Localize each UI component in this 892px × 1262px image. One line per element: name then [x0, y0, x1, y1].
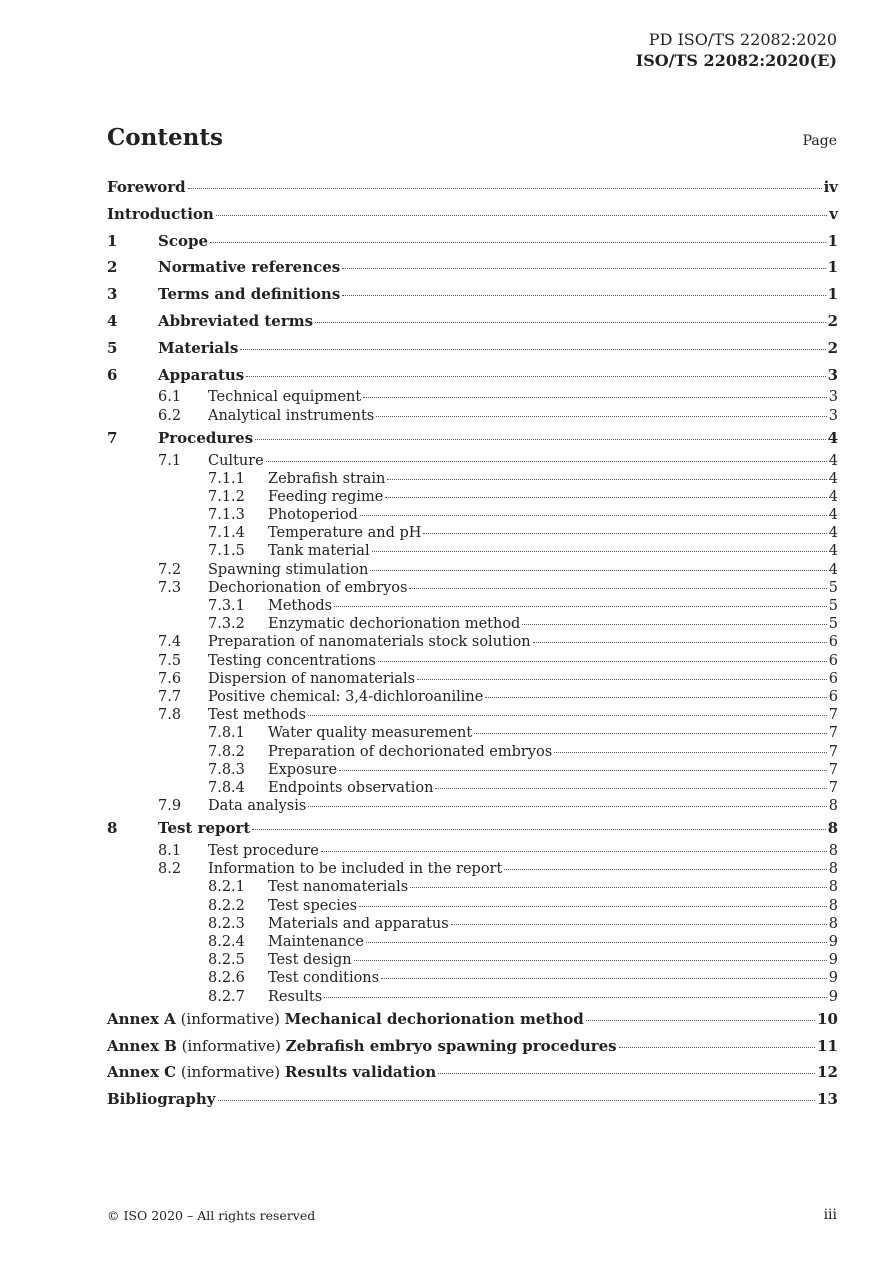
toc-entry[interactable]	[107, 407, 838, 425]
toc-entry-title: Technical equipment	[208, 389, 362, 406]
toc-entry[interactable]	[107, 388, 838, 406]
dot-leader	[485, 697, 826, 698]
toc-entry[interactable]	[107, 761, 838, 779]
toc-entry-number: 7.1.5	[208, 543, 245, 560]
toc-entry-title: Dechorionation of embryos	[208, 579, 408, 596]
toc-entry-title: Test conditions	[268, 970, 380, 987]
toc-entry-page: 6	[828, 634, 838, 651]
toc-entry-number: 7.7	[158, 688, 182, 705]
toc-entry[interactable]	[107, 1086, 838, 1113]
toc-entry-title: Methods	[268, 598, 333, 615]
toc-entry[interactable]	[107, 362, 838, 389]
toc-entry[interactable]	[107, 615, 838, 633]
dot-leader	[360, 515, 827, 516]
toc-entry-title: Preparation of nanomaterials stock solution	[208, 634, 531, 651]
dot-leader	[410, 887, 827, 888]
toc-entry-page: 5	[828, 579, 838, 596]
toc-entry-number: 7.8.2	[208, 743, 245, 760]
toc-entry-title: Dispersion of nanomaterials	[208, 670, 416, 687]
toc-entry-page: 1	[827, 231, 838, 250]
dot-leader	[266, 461, 827, 462]
toc-entry-page: 6	[828, 652, 838, 669]
dot-leader	[315, 322, 825, 323]
toc-entry[interactable]	[107, 579, 838, 597]
toc-entry-number: 7.1.2	[208, 488, 245, 505]
toc-entry-title: Feeding regime	[268, 488, 384, 505]
dot-leader	[417, 679, 827, 680]
toc-entry-title: Photoperiod	[268, 507, 358, 524]
toc-entry-title: Results	[268, 988, 323, 1005]
toc-entry-number: 6	[107, 365, 118, 384]
toc-entry[interactable]	[107, 988, 838, 1006]
toc-entry-title	[107, 1033, 617, 1060]
toc-entry-title: Test procedure	[208, 843, 319, 860]
toc-entry[interactable]	[107, 335, 838, 362]
toc-entry-page: 4	[828, 543, 838, 560]
toc-entry-title: Test design	[268, 952, 352, 969]
toc-entry-title: Exposure	[268, 761, 338, 778]
toc-entry[interactable]	[107, 724, 838, 742]
toc-entry-page: 4	[828, 470, 838, 487]
toc-entry-number: 7.9	[158, 798, 182, 815]
toc-entry-page: 2	[827, 338, 838, 357]
dot-leader	[334, 606, 827, 607]
dot-leader	[308, 715, 827, 716]
toc-entry-title: Analytical instruments	[208, 407, 375, 424]
dot-leader	[504, 869, 826, 870]
dot-leader	[210, 242, 826, 243]
toc-entry-number: 7.1.4	[208, 525, 245, 542]
toc-entry-title: Test report	[158, 819, 251, 838]
annex-note: (informative)	[176, 1036, 286, 1055]
toc-entry[interactable]	[107, 488, 838, 506]
toc-entry-page: 4	[828, 507, 838, 524]
toc-entry-number: 8.2.5	[208, 952, 245, 969]
toc-entry-title	[107, 1006, 584, 1033]
annex-label: Annex A	[107, 1009, 176, 1028]
dot-leader	[378, 661, 827, 662]
toc-entry[interactable]	[107, 228, 838, 255]
dot-leader	[619, 1047, 816, 1048]
toc-entry-number: 7	[107, 428, 118, 447]
toc-entry-title: Information to be included in the report	[208, 861, 503, 878]
toc-entry-page: 2	[827, 311, 838, 330]
toc-entry-page: 6	[828, 688, 838, 705]
toc-entry[interactable]	[107, 506, 838, 524]
toc-entry-page: 8	[827, 819, 838, 838]
toc-entry-number: 7.3.2	[208, 616, 245, 633]
toc-entry-page: 6	[828, 670, 838, 687]
toc-entry[interactable]	[107, 878, 838, 896]
toc-entry-title: Maintenance	[268, 934, 364, 951]
toc-entry-number: 7.8.3	[208, 761, 245, 778]
toc-entry-title: Preparation of dechorionated embryos	[268, 743, 553, 760]
toc-entry[interactable]	[107, 779, 838, 797]
dot-leader	[533, 642, 827, 643]
toc-entry-number: 7.3.1	[208, 598, 245, 615]
toc-entry[interactable]	[107, 308, 838, 335]
toc-entry-number: 7.1.3	[208, 507, 245, 524]
toc-entry-page: 12	[817, 1063, 838, 1082]
toc-entry-page: 8	[828, 897, 838, 914]
toc-entry[interactable]	[107, 597, 838, 615]
dot-leader	[372, 551, 827, 552]
toc-entry[interactable]	[107, 842, 838, 860]
toc-entry-title: Tank material	[268, 543, 370, 560]
toc-entry-title: Abbreviated terms	[158, 311, 314, 330]
toc-entry-page: 4	[828, 561, 838, 578]
toc-entry-page: 3	[828, 389, 838, 406]
dot-leader	[246, 376, 825, 377]
toc-entry-number: 8.2.3	[208, 915, 245, 932]
toc-entry[interactable]	[107, 688, 838, 706]
toc-entry-page: 11	[817, 1036, 838, 1055]
dot-leader	[216, 215, 827, 216]
toc-entry-page: 4	[828, 525, 838, 542]
toc-entry-number: 7.2	[158, 561, 182, 578]
toc-entry[interactable]	[107, 542, 838, 560]
dot-leader	[366, 942, 827, 943]
toc-entry-number: 7.4	[158, 634, 182, 651]
dot-leader	[342, 268, 825, 269]
toc-entry-page: 13	[817, 1090, 838, 1109]
toc-entry-number: 7.8.4	[208, 779, 245, 796]
dot-leader	[252, 829, 825, 830]
toc-entry[interactable]	[107, 452, 838, 470]
toc-entry[interactable]	[107, 1006, 838, 1033]
toc-entry-number: 7.3	[158, 579, 182, 596]
toc-entry-title: Positive chemical: 3,4-dichloroaniline	[208, 688, 484, 705]
toc-entry-number: 8.2.2	[208, 897, 245, 914]
toc-entry-page: 3	[828, 407, 838, 424]
toc-entry-number: 2	[107, 258, 118, 277]
toc-entry-page: 1	[827, 258, 838, 277]
toc-entry-title	[107, 1059, 436, 1086]
toc-entry-title: Scope	[158, 231, 209, 250]
toc-entry-title: Test species	[268, 897, 358, 914]
toc-entry[interactable]	[107, 254, 838, 281]
contents-title: Contents	[107, 124, 223, 151]
dot-leader	[451, 924, 827, 925]
dot-leader	[363, 397, 827, 398]
toc-entry[interactable]	[107, 652, 838, 670]
toc-entry-number: 8.2.7	[208, 988, 245, 1005]
toc-entry-number: 8.2.1	[208, 879, 245, 896]
toc-entry-title: Water quality measurement	[268, 725, 473, 742]
toc-entry[interactable]	[107, 933, 838, 951]
dot-leader	[423, 533, 826, 534]
page-number: iii	[823, 1207, 837, 1223]
dot-leader	[554, 752, 827, 753]
toc-entry[interactable]	[107, 470, 838, 488]
dot-leader	[354, 960, 827, 961]
toc-entry[interactable]	[107, 969, 838, 987]
dot-leader	[359, 906, 827, 907]
annex-title: Zebrafish embryo spawning procedures	[285, 1036, 617, 1055]
toc-entry-title: Zebrafish strain	[268, 470, 386, 487]
toc-entry-title: Test nanomaterials	[268, 879, 409, 896]
copyright-notice: © ISO 2020 – All rights reserved	[107, 1208, 316, 1223]
toc-entry-title: Test methods	[208, 707, 306, 724]
toc-entry-number: 7.1.1	[208, 470, 245, 487]
toc-entry-number: 4	[107, 311, 118, 330]
toc-entry-page: 8	[828, 879, 838, 896]
toc-entry-title: Materials and apparatus	[268, 915, 449, 932]
toc-entry-page: 8	[828, 915, 838, 932]
toc-entry-number: 6.1	[158, 389, 182, 406]
toc-entry-title: Data analysis	[208, 798, 307, 815]
dot-leader	[474, 733, 827, 734]
toc-entry[interactable]	[107, 797, 838, 815]
toc-entry-page: 7	[828, 743, 838, 760]
dot-leader	[370, 570, 826, 571]
toc-entry-number: 8.2.4	[208, 934, 245, 951]
toc-entry-page: 5	[828, 598, 838, 615]
dot-leader	[385, 497, 826, 498]
dot-leader	[339, 770, 827, 771]
annex-label: Annex C	[107, 1063, 177, 1082]
toc-entry-number: 7.6	[158, 670, 182, 687]
dot-leader	[522, 624, 826, 625]
header-line-2: ISO/TS 22082:2020(E)	[635, 51, 837, 70]
dot-leader	[387, 479, 826, 480]
dot-leader	[381, 978, 827, 979]
toc-entry-number: 7.1	[158, 452, 182, 469]
toc-entry-page: 4	[828, 452, 838, 469]
toc-entry[interactable]	[107, 860, 838, 878]
toc-entry-number: 3	[107, 285, 118, 304]
toc-entry[interactable]	[107, 425, 838, 452]
dot-leader	[321, 851, 827, 852]
toc-entry-number: 1	[107, 231, 118, 250]
toc-entry-title: Foreword	[107, 178, 186, 196]
toc-entry-title: Culture	[208, 452, 264, 469]
dot-leader	[342, 295, 825, 296]
toc-entry-number: 7.8	[158, 707, 182, 724]
toc-entry-title: Enzymatic dechorionation method	[268, 616, 521, 633]
toc-entry-page: 7	[828, 725, 838, 742]
toc-entry[interactable]	[107, 561, 838, 579]
toc-entry[interactable]	[107, 174, 838, 201]
toc-entry-page: 9	[828, 970, 838, 987]
toc-entry[interactable]	[107, 706, 838, 724]
dot-leader	[586, 1020, 815, 1021]
toc-entry-page: 7	[828, 761, 838, 778]
toc-entry[interactable]	[107, 281, 838, 308]
toc-entry[interactable]	[107, 524, 838, 542]
dot-leader	[324, 997, 827, 998]
toc-entry-page: 1	[827, 285, 838, 304]
toc-entry[interactable]	[107, 670, 838, 688]
annex-note: (informative)	[176, 1063, 285, 1082]
toc-entry-number: 7.8.1	[208, 725, 245, 742]
toc-entry-page: 7	[828, 707, 838, 724]
toc-entry-title: Introduction	[107, 204, 214, 223]
header-line-1: PD ISO/TS 22082:2020	[648, 30, 837, 49]
dot-leader	[308, 806, 826, 807]
toc-entry-page: v	[829, 204, 838, 223]
toc-entry-page: 5	[828, 616, 838, 633]
toc-entry-number: 5	[107, 338, 118, 357]
toc-entry-page: 9	[828, 988, 838, 1005]
toc-entry-page: 10	[817, 1009, 838, 1028]
table-of-contents	[107, 174, 838, 1113]
toc-entry-title: Apparatus	[158, 365, 245, 384]
toc-entry-page: 9	[828, 934, 838, 951]
toc-entry-title: Terms and definitions	[158, 285, 341, 304]
toc-entry-page: 8	[828, 843, 838, 860]
toc-entry[interactable]	[107, 815, 838, 842]
dot-leader	[409, 588, 826, 589]
toc-entry[interactable]	[107, 633, 838, 651]
document-header	[636, 30, 837, 72]
toc-entry[interactable]	[107, 951, 838, 969]
toc-entry[interactable]	[107, 915, 838, 933]
dot-leader	[188, 188, 822, 189]
toc-entry-title: Bibliography	[107, 1090, 216, 1109]
toc-entry-title: Temperature and pH	[268, 525, 422, 542]
toc-entry-number: 8.1	[158, 843, 182, 860]
annex-label: Annex B	[107, 1036, 177, 1055]
toc-entry[interactable]	[107, 897, 838, 915]
dot-leader	[438, 1073, 815, 1074]
toc-entry-title: Spawning stimulation	[208, 561, 369, 578]
toc-entry[interactable]	[107, 1059, 838, 1086]
toc-entry-number: 8	[107, 819, 118, 838]
annex-title: Results validation	[284, 1063, 437, 1082]
annex-title: Mechanical dechorionation method	[284, 1009, 584, 1028]
toc-entry[interactable]	[107, 1033, 838, 1060]
dot-leader	[255, 439, 825, 440]
toc-entry-page: 3	[827, 365, 838, 384]
dot-leader	[218, 1100, 816, 1101]
toc-entry-number: 8.2	[158, 861, 182, 878]
toc-entry[interactable]	[107, 201, 838, 228]
annex-note: (informative)	[175, 1009, 285, 1028]
toc-entry-number: 6.2	[158, 407, 182, 424]
toc-entry-title: Materials	[158, 338, 239, 357]
toc-entry[interactable]	[107, 743, 838, 761]
toc-entry-title: Normative references	[158, 258, 341, 277]
toc-entry-page: 4	[828, 488, 838, 505]
toc-entry-page: iv	[823, 178, 838, 196]
toc-entry-title: Procedures	[158, 428, 254, 447]
toc-entry-title: Endpoints observation	[268, 779, 434, 796]
dot-leader	[376, 416, 827, 417]
dot-leader	[435, 788, 826, 789]
page-column-label: Page	[802, 133, 837, 149]
toc-entry-page: 8	[828, 861, 838, 878]
toc-entry-number: 8.2.6	[208, 970, 245, 987]
dot-leader	[240, 349, 825, 350]
toc-entry-page: 8	[828, 798, 838, 815]
toc-entry-page: 9	[828, 952, 838, 969]
toc-entry-page: 4	[827, 428, 838, 447]
toc-entry-title: Testing concentrations	[208, 652, 376, 669]
toc-entry-page: 7	[828, 779, 838, 796]
toc-entry-number: 7.5	[158, 652, 182, 669]
